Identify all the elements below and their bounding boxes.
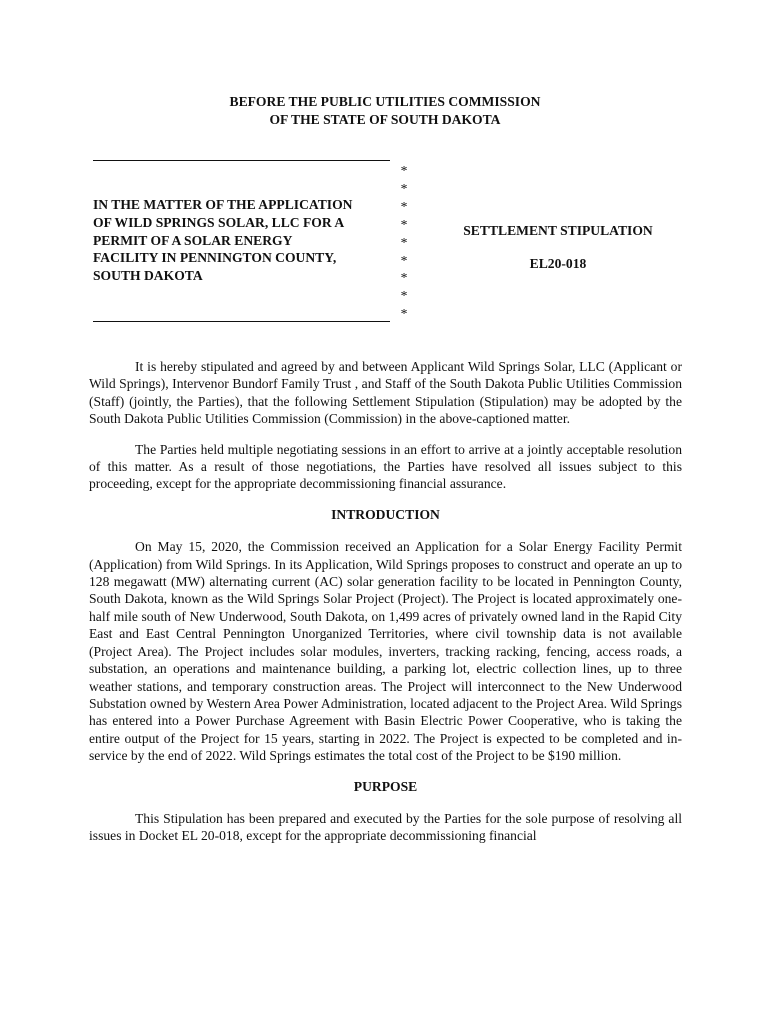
paragraph-purpose: This Stipulation has been prepared and executed by the Parties for the sole purpose of resolving all issues in Docket EL 20-018, except for the appropriate decommissioning financial — [89, 810, 682, 844]
caption-star: * — [400, 270, 408, 286]
caption-star-column — [398, 162, 410, 323]
caption-bottom-rule — [93, 321, 390, 322]
caption-star: * — [400, 288, 408, 304]
caption-star: * — [400, 252, 408, 268]
heading-introduction: INTRODUCTION — [331, 506, 440, 522]
header-line-2: OF THE STATE OF SOUTH DAKOTA — [269, 112, 501, 127]
header-line-1: BEFORE THE PUBLIC UTILITIES COMMISSION — [229, 94, 541, 109]
document-title: SETTLEMENT STIPULATION — [463, 223, 653, 238]
matter-title — [93, 196, 393, 285]
caption-star: * — [400, 180, 408, 196]
matter-line: SOUTH DAKOTA — [93, 268, 203, 284]
matter-line: IN THE MATTER OF THE APPLICATION — [93, 197, 353, 212]
case-caption — [93, 160, 673, 330]
paragraph-negotiations: The Parties held multiple negotiating sessions in an effort to arrive at a jointly acceptable resolution of this matter. As a result of those negotiations, the Parties have resolved all issues subject to this proceeding, except for the appropriate decommissioning financial assurance. — [89, 441, 682, 492]
caption-star: * — [400, 216, 408, 232]
caption-star: * — [400, 306, 408, 322]
document-header — [0, 93, 770, 129]
matter-line: FACILITY IN PENNINGTON COUNTY, — [93, 250, 337, 266]
docket-number: EL20-018 — [529, 256, 587, 271]
heading-purpose: PURPOSE — [353, 778, 418, 794]
matter-line: PERMIT OF A SOLAR ENERGY — [93, 232, 293, 248]
matter-line: OF WILD SPRINGS SOLAR, LLC FOR A — [93, 214, 345, 230]
caption-top-rule — [93, 160, 390, 161]
caption-star: * — [400, 163, 408, 178]
caption-star: * — [400, 234, 408, 250]
paragraph-introduction: On May 15, 2020, the Commission received an Application for a Solar Energy Facility Permit (Application) from Wild Springs. In its Application, Wild Springs proposes to construct and operate an up to 128 megawatt (MW) alternating current (AC) solar generation facility to be located in Pennington County, South Dakota, known as the Wild Springs Solar Project (Project). The Project is located approximately one-half mile south of New Underwood, South Dakota, on 1,499 acres of privately owned land in the Rapid City East and East Central Pennington Unorganized Territories, where civil township data is not available (Project Area). The Project includes solar modules, inverters, tracking racking, fencing, access roads, a substation, an operations and maintenance building, a parking lot, electric collection lines, up to three weather stations, and temporary construction areas. The Project will interconnect to the New Underwood Substation owned by Western Area Power Administration, located adjacent to the Project Area. Wild Springs has entered into a Power Purchase Agreement with Basin Electric Power Cooperative, who is taking the entire output of the Project for 15 years, starting in 2022. The Project is expected to be completed and in-service by the end of 2022. Wild Springs estimates the total cost of the Project to be $190 million. — [89, 539, 682, 764]
paragraph-stipulation: It is hereby stipulated and agreed by and between Applicant Wild Springs Solar, LLC (Applicant or Wild Springs), Intervenor Bundorf Family Trust , and Staff of the South Dakota Public Utilities Commission (Staff) (jointly, the Parties), that the following Settlement Stipulation (Stipulation) may be adopted by the South Dakota Public Utilities Commission (Commission) in the above-captioned matter. — [89, 359, 682, 427]
caption-star: * — [400, 198, 408, 214]
caption-right-column — [438, 223, 678, 272]
document-body — [89, 358, 682, 858]
